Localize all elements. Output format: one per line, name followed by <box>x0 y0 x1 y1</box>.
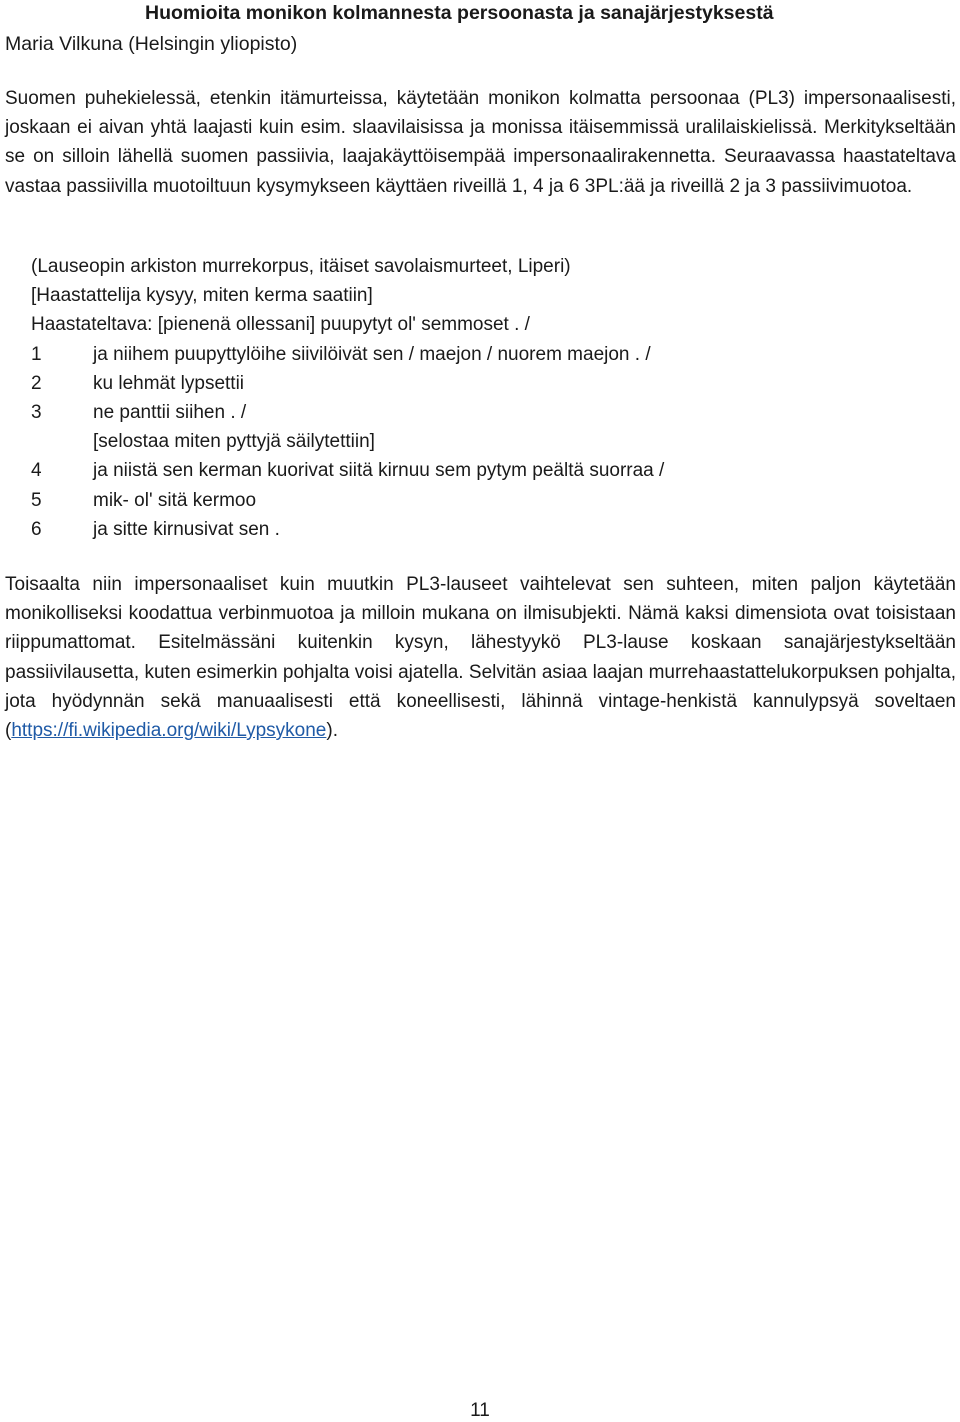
line-text: ku lehmät lypsettii <box>93 372 245 394</box>
example-line <box>31 427 664 456</box>
example-line <box>31 515 664 544</box>
open-paren: ( <box>5 720 12 742</box>
line-text: mik- ol' sitä kermoo <box>93 489 257 511</box>
author-line: Maria Vilkuna (Helsingin yliopisto) <box>5 33 298 55</box>
line-text: ja niistä sen kerman kuorivat siitä kirnuu sem pytym peältä suorraa / <box>93 460 665 482</box>
example-line <box>31 486 664 515</box>
line-number: 3 <box>31 402 42 424</box>
wikipedia-link[interactable]: https://fi.wikipedia.org/wiki/Lypsykone <box>11 720 327 742</box>
example-source: (Lauseopin arkiston murrekorpus, itäiset savolaismurteet, Liperi) <box>31 256 571 277</box>
line-number: 6 <box>31 518 42 540</box>
example-question: [Haastattelija kysyy, miten kerma saatiin] <box>31 285 373 307</box>
close-paren: ). <box>326 720 338 742</box>
line-text: ja niihem puupyttylöihe siivilöivät sen / maejon / nuorem maejon . / <box>93 343 651 365</box>
line-number: 2 <box>31 372 42 394</box>
example-answer: Haastateltava: [pienenä ollessani] puupytyt ol' semmoset . / <box>31 314 530 336</box>
example-line <box>31 456 664 485</box>
line-number: 4 <box>31 460 42 482</box>
page-number: 11 <box>470 1400 490 1421</box>
line-number: 1 <box>31 343 42 365</box>
discussion-text: Toisaalta niin impersonaaliset kuin muutkin PL3-lauseet vaihtelevat sen suhteen, miten paljon käytetään monikolliseksi koodattua verbinmuotoa ja milloin mukana on ilmisubjekti. Nämä kaksi dimensiota ovat toisistaan riippumattomat. Esitelmässäni kuitenkin kysyn, lähestyykö PL3-lause koskaan sanajärjestykseltään passiivilausetta, kuten esimerkin pohjalta voisi ajatella. Selvitän asiaa laajan murrehaastattelukorpuksen pohjalta, jota hyödynnän sekä manuaalisesti että koneellisesti, lähinnä vintage-henkistä kannulypsyä soveltaen <box>5 574 956 712</box>
discussion-paragraph <box>5 570 956 745</box>
example-block <box>31 252 664 544</box>
intro-paragraph: Suomen puhekielessä, etenkin itämurteissa, käytetään monikon kolmatta persoonaa (PL3) impersonaalisesti, joskaan ei aivan yhtä laajasti kuin esim. slaavilaisissa ja monissa itäisemmissä uralilaiskielissä. Merkitykseltään se on silloin lähellä suomen passiivia, laajakäyttöisempää impersonaalirakennetta. Seuraavassa haastateltava vastaa passiivilla muotoiltuun kysymykseen käyttäen riveillä 1, 4 ja 6 3PL:ää ja riveillä 2 ja 3 passiivimuotoa. <box>5 88 956 197</box>
example-line <box>31 369 664 398</box>
example-line <box>31 340 664 369</box>
line-number: 5 <box>31 489 42 511</box>
line-text: ja sitte kirnusivat sen . <box>93 518 280 540</box>
document-title: Huomioita monikon kolmannesta persoonasta ja sanajärjestyksestä <box>145 2 774 24</box>
line-text: ne panttii siihen . / <box>93 402 247 424</box>
line-text: [selostaa miten pyttyjä säilytettiin] <box>93 431 375 453</box>
example-line <box>31 398 664 427</box>
